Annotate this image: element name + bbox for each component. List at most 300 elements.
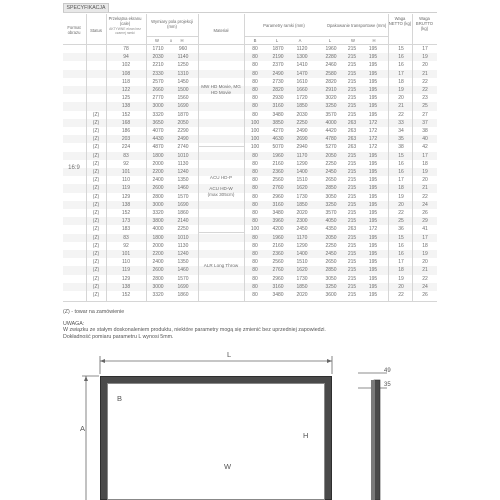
table-cell: 1870 [272,46,284,52]
notice-line-2: Dokładność pomiaru parametru L wynosi 5mm. [63,334,174,340]
table-cell: 195 [368,292,378,298]
table-cell: 195 [368,169,378,175]
table-cell: 4430 [152,136,164,143]
table-cell: 195 [368,70,378,77]
table-cell: 3160 [272,103,284,110]
table-cell: 24 [422,201,428,208]
table-cell: 2940 [296,144,308,151]
screen-viewing-area [107,383,325,500]
table-cell: 26 [422,210,428,216]
col-proj-w: W [155,38,159,43]
table-cell: 22 [422,193,428,200]
table-cell: 2330 [152,70,164,77]
table-cell: 263 [347,119,357,126]
table-cell: 215 [347,103,357,110]
table-cell: 215 [347,283,357,290]
table-cell: 80 [252,70,258,77]
table-cell: (Z) [92,259,100,266]
table-cell: 152 [121,111,131,118]
table-cell: 2200 [152,169,164,175]
table-cell: 23 [422,95,428,102]
table-cell: 83 [123,152,129,159]
table-cell: 1850 [296,103,308,110]
table-cell: 1290 [296,160,308,167]
table-cell: 172 [368,136,378,143]
table-cell: 100 [250,128,260,134]
table-cell: 38 [422,128,428,134]
table-cell: 172 [368,144,378,151]
table-cell: 2290 [177,128,189,134]
table-cell: 17 [398,177,404,184]
table-cell: (Z) [92,119,100,126]
table-cell: 2820 [325,78,337,85]
table-cell: 2400 [152,259,164,266]
table-cell: 1800 [152,234,164,241]
table-cell: 2580 [325,70,337,77]
dim-label-H: H [303,431,309,440]
table-cell: 16 [398,242,404,249]
table-cell: 18 [398,78,404,85]
table-cell: 215 [347,169,357,175]
table-cell: 1850 [296,201,308,208]
table-cell: 2000 [152,160,164,167]
table-cell: 2360 [272,169,284,175]
table-cell: 20 [398,95,404,102]
table-cell: 1510 [296,177,308,184]
table-cell: 195 [368,111,378,118]
table-cell: 215 [347,87,357,93]
table-cell: 4350 [325,226,337,233]
table-cell: 2400 [152,177,164,184]
table-cell: 1250 [177,62,189,69]
table-cell: 2020 [296,292,308,298]
table-cell: 2490 [272,70,284,77]
table-cell: 173 [121,218,131,225]
table-cell: (Z) [92,283,100,290]
table-cell: 3960 [272,218,284,225]
table-cell: 17 [422,234,428,241]
table-cell: 215 [347,62,357,69]
table-cell: 215 [347,111,357,118]
table-cell: (Z) [92,226,100,233]
table-cell: 195 [368,193,378,200]
table-cell: 16 [398,169,404,175]
col-frame-a: A [298,38,302,43]
table-cell: 2360 [272,251,284,257]
table-cell: 1960 [325,46,337,52]
table-cell: 1960 [272,234,284,241]
table-cell: 215 [347,275,357,282]
table-cell: 19 [398,275,404,282]
table-cell: 2800 [152,193,164,200]
table-cell: 195 [368,46,378,52]
table-cell: 80 [252,103,258,110]
table-cell: 2850 [325,267,337,274]
table-cell: 1500 [177,87,189,93]
header-gross: Waga BRUTTO (kg) [415,16,434,31]
table-cell: 168 [121,119,131,126]
table-cell: 19 [398,87,404,93]
col-proj-h: H [180,38,184,43]
table-cell: 1300 [296,54,308,61]
format-value: 16:9 [68,165,80,171]
table-cell: 1690 [177,283,189,290]
table-cell: 195 [368,242,378,249]
table-cell: 2140 [177,218,189,225]
dim-label-A: A [80,424,86,433]
table-cell: 1730 [296,275,308,282]
table-cell: 78 [123,46,129,52]
table-cell: 15 [398,234,404,241]
table-cell: 2650 [325,259,337,266]
table-cell: (Z) [92,160,100,167]
table-cell: 19 [422,54,428,61]
table-cell: 100 [250,226,260,233]
table-cell: 3000 [152,201,164,208]
table-cell: 195 [368,283,378,290]
table-cell: 15 [398,152,404,159]
table-cell: 215 [347,185,357,192]
table-cell: 36 [398,226,404,233]
table-cell: 2250 [177,226,189,233]
table-cell: 83 [123,234,129,241]
table-cell: 80 [252,54,258,61]
table-cell: 4270 [272,128,284,134]
table-cell: 152 [121,292,131,298]
table-cell: 1240 [177,251,189,257]
table-cell: 5270 [325,144,337,151]
table-cell: 4000 [325,119,337,126]
dim-label-35: 35 [384,382,391,388]
table-cell: 22 [422,275,428,282]
table-cell: 22 [398,111,404,118]
table-cell: 3000 [152,103,164,110]
table-cell: 20 [422,177,428,184]
table-cell: 80 [252,169,258,175]
material-group-1: MW HD Movie, MG HD Movie [201,84,241,95]
col-frame-l: L [275,38,279,43]
table-cell: 1800 [152,152,164,159]
table-cell: (Z) [92,218,100,225]
table-cell: 80 [252,259,258,266]
table-cell: 110 [122,259,130,266]
table-cell: 1140 [177,54,189,61]
table-cell: 80 [252,111,258,118]
table-cell: 80 [252,267,258,274]
table-cell: 195 [368,218,378,225]
table-cell: (Z) [92,292,100,298]
table-cell: 2490 [296,128,308,134]
notice-title: UWAGA: [63,321,85,327]
material-group-3: ALR Long Throw [203,263,239,268]
table-cell: (Z) [92,177,100,184]
table-cell: 4870 [152,144,164,151]
table-cell: 80 [252,87,258,93]
table-cell: 80 [252,292,258,298]
table-cell: 215 [347,251,357,257]
table-cell: 100 [250,136,260,143]
table-cell: 3480 [272,292,284,298]
table-cell: 2370 [272,62,284,69]
header-package: Opakowanie transportowe (mm) [326,23,387,28]
table-cell: 4200 [272,226,284,233]
table-cell: 4420 [325,128,337,134]
table-cell: 215 [347,152,357,159]
table-cell: 118 [122,78,130,85]
table-cell: 80 [252,218,258,225]
table-cell: 195 [368,152,378,159]
table-cell: 2560 [272,177,284,184]
table-cell: 22 [398,292,404,298]
header-diagonal-note: AKTYWNE ekran bez czarnej ramki [109,27,141,35]
table-cell: 22 [422,87,428,93]
table-cell: 17 [398,259,404,266]
table-cell: 1610 [296,78,308,85]
table-cell: 80 [252,152,258,159]
table-cell: 1620 [296,185,308,192]
table-cell: 195 [368,103,378,110]
table-cell: (Z) [92,201,100,208]
table-cell: 1170 [296,152,308,159]
table-cell: 195 [368,210,378,216]
table-cell: (Z) [92,169,100,175]
table-cell: (Z) [92,267,100,274]
table-cell: (Z) [92,234,100,241]
table-cell: 21 [398,103,404,110]
table-cell: 40 [422,136,428,143]
table-cell: 119 [122,185,130,192]
table-cell: 42 [422,144,428,151]
table-cell: 2210 [152,62,164,69]
table-cell: (Z) [92,251,100,257]
table-cell: (Z) [92,193,100,200]
table-cell: 2050 [177,119,189,126]
table-cell: 195 [368,95,378,102]
table-cell: 2960 [272,193,284,200]
table-cell: 41 [422,226,428,233]
table-cell: 2250 [296,119,308,126]
table-cell: 215 [347,46,357,52]
table-cell: (Z) [92,242,100,249]
table-cell: 3250 [325,283,337,290]
table-cell: 1170 [296,234,308,241]
table-cell: 2030 [296,111,308,118]
table-cell: 22 [398,210,404,216]
table-cell: 101 [121,169,131,175]
table-cell: 2930 [272,95,284,102]
table-cell: 2770 [152,95,164,102]
table-cell: 2560 [272,259,284,266]
table-cell: 2030 [152,54,164,61]
table-cell: 2300 [296,218,308,225]
table-cell: 215 [347,218,357,225]
table-cell: 2450 [325,169,337,175]
table-cell: 1570 [177,275,189,282]
table-cell: 2760 [272,267,284,274]
table-cell: 19 [398,193,404,200]
table-cell: (Z) [92,210,100,216]
dim-label-L: L [227,350,232,359]
table-cell: 119 [122,267,130,274]
table-cell: 2450 [296,226,308,233]
table-cell: 15 [398,46,404,52]
table-cell: 4780 [325,136,337,143]
table-cell: 4050 [325,218,337,225]
table-cell: 19 [422,251,428,257]
table-cell: 3250 [325,201,337,208]
table-cell: 2000 [152,242,164,249]
table-cell: 20 [422,62,428,69]
table-cell: 24 [422,283,428,290]
table-cell: 2020 [296,210,308,216]
table-cell: 1730 [296,193,308,200]
table-cell: 80 [252,185,258,192]
table-cell: 195 [368,177,378,184]
table-cell: 2820 [272,87,284,93]
table-cell: 1870 [177,111,189,118]
table-cell: 18 [422,242,428,249]
table-cell: 1460 [177,267,189,274]
table-cell: 195 [368,275,378,282]
table-cell: 960 [178,46,188,52]
table-cell: 19 [422,169,428,175]
table-cell: 215 [347,242,357,249]
table-cell: 80 [252,210,258,216]
table-cell: 3800 [152,218,164,225]
table-cell: 80 [252,193,258,200]
table-cell: 195 [368,78,378,85]
table-cell: 17 [422,152,428,159]
table-cell: 1620 [296,267,308,274]
table-cell: 172 [368,128,378,134]
table-cell: 3050 [325,193,337,200]
table-cell: 17 [422,46,428,52]
table-cell: 183 [121,226,131,233]
table-cell: 3020 [325,95,337,102]
table-cell: 215 [347,78,357,85]
table-cell: 1010 [177,234,189,241]
table-cell: 21 [422,267,428,274]
table-cell: 2490 [177,136,189,143]
table-cell: 186 [121,128,131,134]
table-cell: 94 [123,54,129,61]
table-cell: 80 [252,283,258,290]
table-cell: 108 [121,70,131,77]
table-cell: 1570 [177,193,189,200]
table-cell: 2910 [325,87,337,93]
table-cell: 1290 [296,242,308,249]
table-cell: 16 [398,54,404,61]
table-cell: 34 [398,128,404,134]
table-cell: 122 [121,87,131,93]
table-cell: (Z) [92,185,100,192]
table-cell: 1240 [177,169,189,175]
table-cell: 2740 [177,144,189,151]
table-cell: 195 [368,251,378,257]
header-frame: Parametry ramki (mm) [263,23,305,28]
table-cell: 2050 [325,152,337,159]
table-cell: 100 [250,119,260,126]
header-format: Format obrazu [67,25,81,35]
table-cell: 100 [250,144,260,151]
table-cell: 3320 [152,111,164,118]
table-cell: 138 [121,103,131,110]
table-cell: 20 [398,283,404,290]
table-cell: 80 [252,177,258,184]
table-cell: 80 [252,160,258,167]
table-cell: 4070 [152,128,164,134]
table-cell: 4630 [272,136,284,143]
table-cell: 2730 [272,78,284,85]
table-cell: 3650 [152,119,164,126]
table-cell: 2200 [152,251,164,257]
table-cell: 1460 [177,185,189,192]
table-cell: 21 [422,185,428,192]
table-cell: 224 [121,144,131,151]
table-cell: 1710 [152,46,164,52]
table-cell: 26 [422,292,428,298]
table-cell: 263 [347,136,357,143]
table-cell: 35 [398,136,404,143]
table-cell: 203 [121,136,131,143]
table-cell: (Z) [92,136,100,143]
table-cell: 1450 [177,78,189,85]
table-cell: 263 [347,144,357,151]
table-cell: 125 [121,95,131,102]
table-cell: 25 [422,103,428,110]
dim-label-49: 49 [384,368,391,374]
table-cell: 101 [121,251,131,257]
table-cell: 37 [422,119,428,126]
table-cell: 3600 [325,292,337,298]
table-cell: 215 [347,160,357,167]
table-cell: 2450 [325,251,337,257]
table-cell: 16 [398,251,404,257]
table-cell: 29 [422,218,428,225]
table-cell: 215 [347,54,357,61]
table-cell: 1850 [296,283,308,290]
table-cell: 195 [368,62,378,69]
table-cell: 5070 [272,144,284,151]
table-cell: 215 [347,267,357,274]
table-cell: 263 [347,226,357,233]
table-cell: 138 [121,283,131,290]
table-cell: 2280 [325,54,337,61]
table-cell: 1120 [296,46,308,52]
tab-specification[interactable]: SPECYFIKACJA [63,3,109,12]
table-cell: 215 [347,95,357,102]
table-cell: 2050 [325,234,337,241]
header-material: Materiał [213,28,229,33]
table-cell: 3320 [152,292,164,298]
material-group-2: ACU HD-P ACU HD-W (max 305cm) [207,175,235,197]
table-cell: 80 [252,46,258,52]
table-cell: 80 [252,234,258,241]
table-cell: 2960 [272,275,284,282]
table-cell: 2250 [325,242,337,249]
table-cell: 3250 [325,103,337,110]
table-cell: 80 [252,275,258,282]
table-cell: 80 [252,78,258,85]
table-cell: 80 [252,201,258,208]
table-cell: 172 [368,119,378,126]
table-cell: 1560 [177,95,189,102]
table-cell: 1130 [177,160,189,167]
table-cell: 16 [398,62,404,69]
table-cell: 17 [398,70,404,77]
col-proj-x: x [169,38,173,43]
table-cell: 195 [368,267,378,274]
